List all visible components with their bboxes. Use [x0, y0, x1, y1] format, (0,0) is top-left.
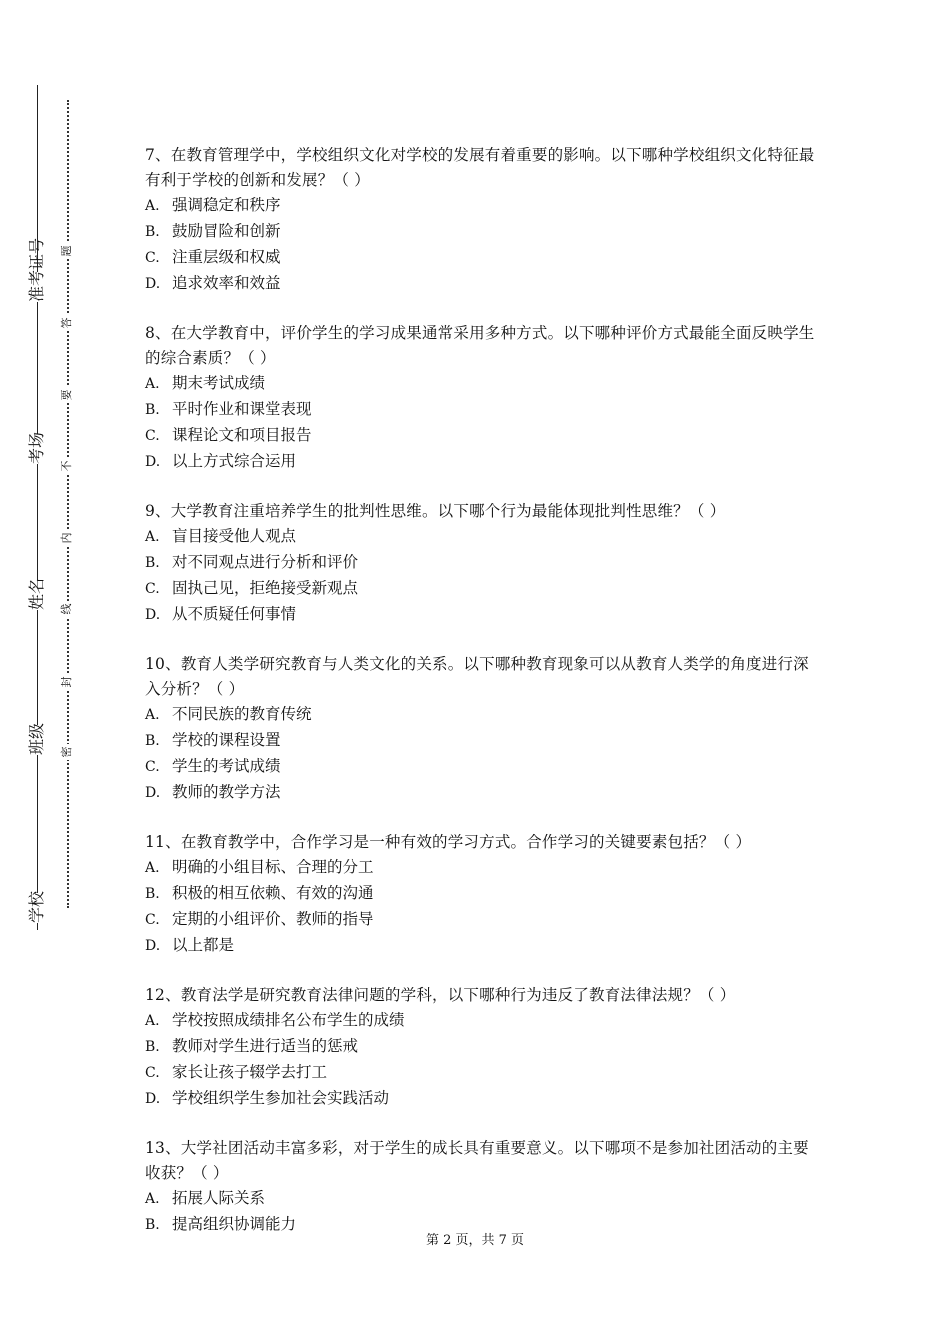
question-stem: 9、大学教育注重培养学生的批判性思维。以下哪个行为最能体现批判性思维？（ ） — [145, 502, 726, 520]
question-stem: 7、在教育管理学中，学校组织文化对学校的发展有着重要的影响。以下哪种学校组织文化特征最有利于学校的创新和发展？（ ） — [145, 146, 815, 189]
option-c: C. 固执己见，拒绝接受新观点 — [145, 579, 359, 597]
seal-char: 内 — [59, 530, 75, 546]
field-label-school: 学校 — [22, 893, 52, 923]
question-12 — [145, 983, 815, 1112]
option-b: B. 积极的相互依赖、有效的沟通 — [145, 884, 374, 902]
question-stem: 12、教育法学是研究教育法律问题的学科，以下哪种行为违反了教育法律法规？（ ） — [145, 986, 736, 1004]
option-a: A. 明确的小组目标、合理的分工 — [145, 858, 374, 876]
binding-solid-line — [37, 85, 38, 930]
option-d: D. 以上都是 — [145, 936, 235, 954]
option-b: B. 鼓励冒险和创新 — [145, 222, 281, 240]
field-label-name: 姓名 — [22, 580, 52, 610]
binding-margin — [0, 0, 110, 1344]
option-b: B. 教师对学生进行适当的惩戒 — [145, 1037, 359, 1055]
seal-char: 封 — [59, 674, 75, 690]
option-a: A. 强调稳定和秩序 — [145, 196, 281, 214]
seal-char: 密 — [59, 744, 75, 760]
option-a: A. 盲目接受他人观点 — [145, 527, 297, 545]
seal-dotted-line — [67, 100, 69, 908]
option-a: A. 拓展人际关系 — [145, 1189, 266, 1207]
question-9 — [145, 499, 815, 628]
seal-char: 要 — [59, 387, 75, 403]
option-d: D. 追求效率和效益 — [145, 274, 281, 292]
seal-char: 不 — [59, 458, 75, 474]
field-label-class: 班级 — [22, 725, 52, 755]
seal-char: 线 — [59, 601, 75, 617]
option-b: B. 学校的课程设置 — [145, 731, 281, 749]
seal-char: 答 — [59, 315, 75, 331]
option-c: C. 家长让孩子辍学去打工 — [145, 1063, 328, 1081]
option-b: B. 平时作业和课堂表现 — [145, 400, 312, 418]
question-stem: 13、大学社团活动丰富多彩，对于学生的成长具有重要意义。以下哪项不是参加社团活动的主要收获？（ ） — [145, 1139, 809, 1182]
question-stem: 10、教育人类学研究教育与人类文化的关系。以下哪种教育现象可以从教育人类学的角度进行深入分析？（ ） — [145, 655, 809, 698]
option-d: D. 以上方式综合运用 — [145, 452, 297, 470]
option-c: C. 定期的小组评价、教师的指导 — [145, 910, 374, 928]
question-stem: 11、在教育教学中，合作学习是一种有效的学习方式。合作学习的关键要素包括？（ ） — [145, 833, 752, 851]
option-b: B. 对不同观点进行分析和评价 — [145, 553, 359, 571]
option-b: B. 提高组织协调能力 — [145, 1215, 297, 1233]
option-d: D. 从不质疑任何事情 — [145, 605, 297, 623]
option-d: D. 学校组织学生参加社会实践活动 — [145, 1089, 390, 1107]
page-number: 第 2 页，共 7 页 — [425, 1233, 525, 1248]
option-a: A. 学校按照成绩排名公布学生的成绩 — [145, 1011, 405, 1029]
question-list — [145, 143, 815, 1262]
question-11 — [145, 830, 815, 959]
question-10 — [145, 652, 815, 806]
option-d: D. 教师的教学方法 — [145, 783, 281, 801]
field-label-ticket-number: 准考证号 — [22, 272, 52, 302]
question-13 — [145, 1136, 815, 1238]
option-c: C. 注重层级和权威 — [145, 248, 281, 266]
seal-char: 题 — [59, 243, 75, 259]
question-stem: 8、在大学教育中，评价学生的学习成果通常采用多种方式。以下哪种评价方式最能全面反映学生的综合素质？（ ） — [145, 324, 815, 367]
question-8 — [145, 321, 815, 475]
option-c: C. 学生的考试成绩 — [145, 757, 281, 775]
option-a: A. 不同民族的教育传统 — [145, 705, 312, 723]
option-a: A. 期末考试成绩 — [145, 374, 266, 392]
option-c: C. 课程论文和项目报告 — [145, 426, 312, 444]
question-7 — [145, 143, 815, 297]
field-label-exam-room: 考场 — [22, 434, 52, 464]
